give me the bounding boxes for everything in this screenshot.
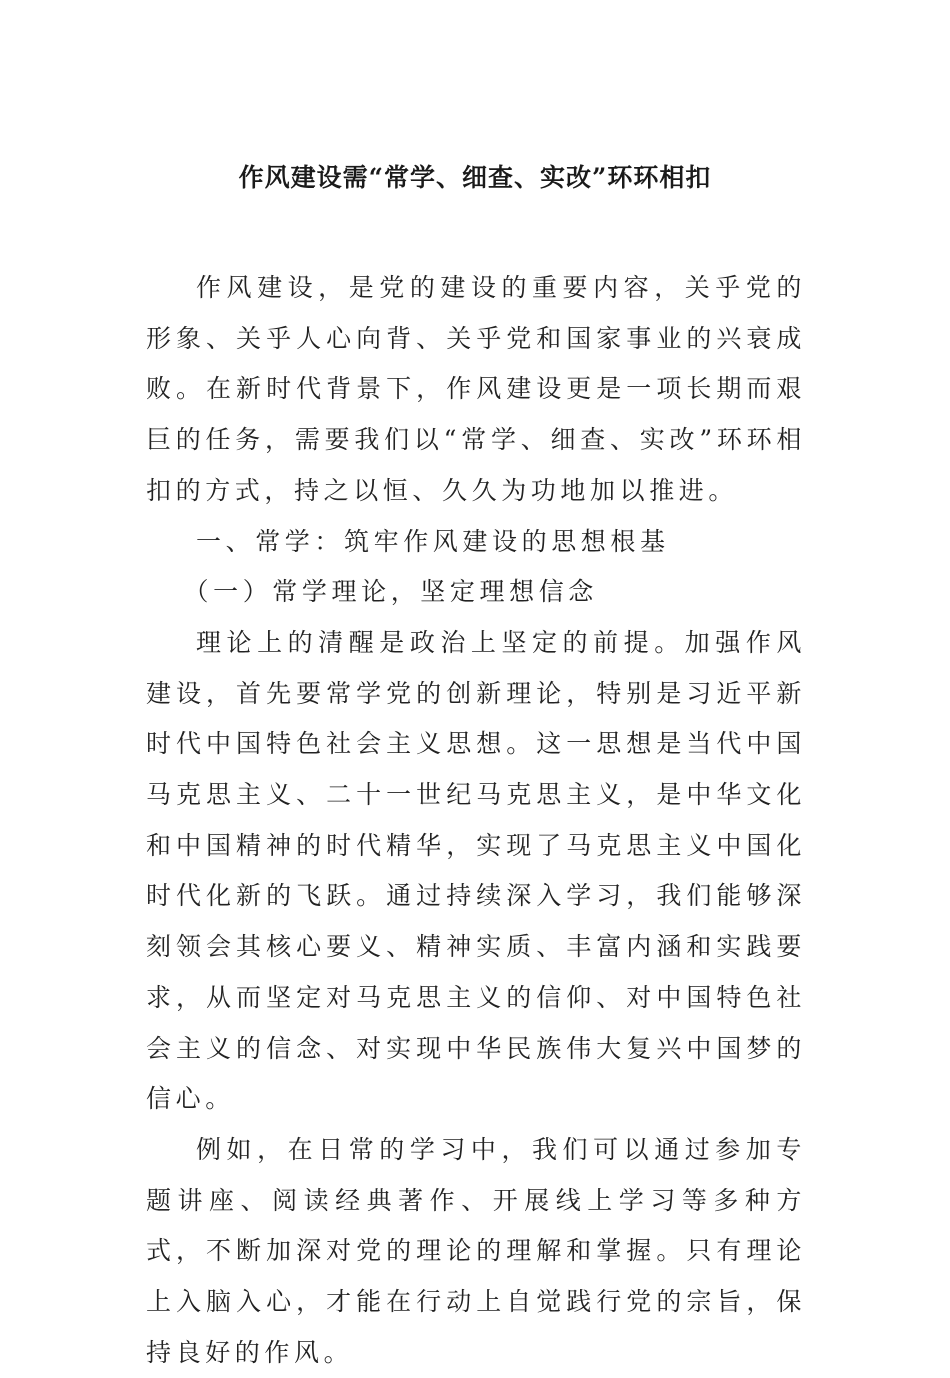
subsection-heading: （一）常学理论，坚定理想信念 <box>183 577 598 607</box>
section-heading: 一、常学：筑牢作风建设的思想根基 <box>196 526 670 556</box>
body-paragraph: 例如，在日常的学习中，我们可以通过参加专题讲座、阅读经典著作、开展线上学习等多种方式，不断加深对党的理论的理解和掌握。只有理论上入脑入心，才能在行动上自觉践行党的宗旨，保持良好的作风。 <box>146 1134 806 1367</box>
intro-paragraph: 作风建设，是党的建设的重要内容，关乎党的形象、关乎人心向背、关乎党和国家事业的兴衰成败。在新时代背景下，作风建设更是一项长期而艰巨的任务，需要我们以“常学、细查、实改”环环相扣的方式，持之以恒、久久为功地加以推进。 <box>146 273 806 505</box>
document-body <box>146 263 806 1378</box>
body-paragraph: 理论上的清醒是政治上坚定的前提。加强作风建设，首先要常学党的创新理论，特别是习近平新时代中国特色社会主义思想。这一思想是当代中国马克思主义、二十一世纪马克思主义，是中华文化和中国精神的时代精华，实现了马克思主义中国化时代化新的飞跃。通过持续深入学习，我们能够深刻领会其核心要义、精神实质、丰富内涵和实践要求，从而坚定对马克思主义的信仰、对中国特色社会主义的信念、对实现中华民族伟大复兴中国梦的信心。 <box>146 627 806 1114</box>
document-title: 作风建设需“常学、细查、实改”环环相扣 <box>238 163 712 192</box>
